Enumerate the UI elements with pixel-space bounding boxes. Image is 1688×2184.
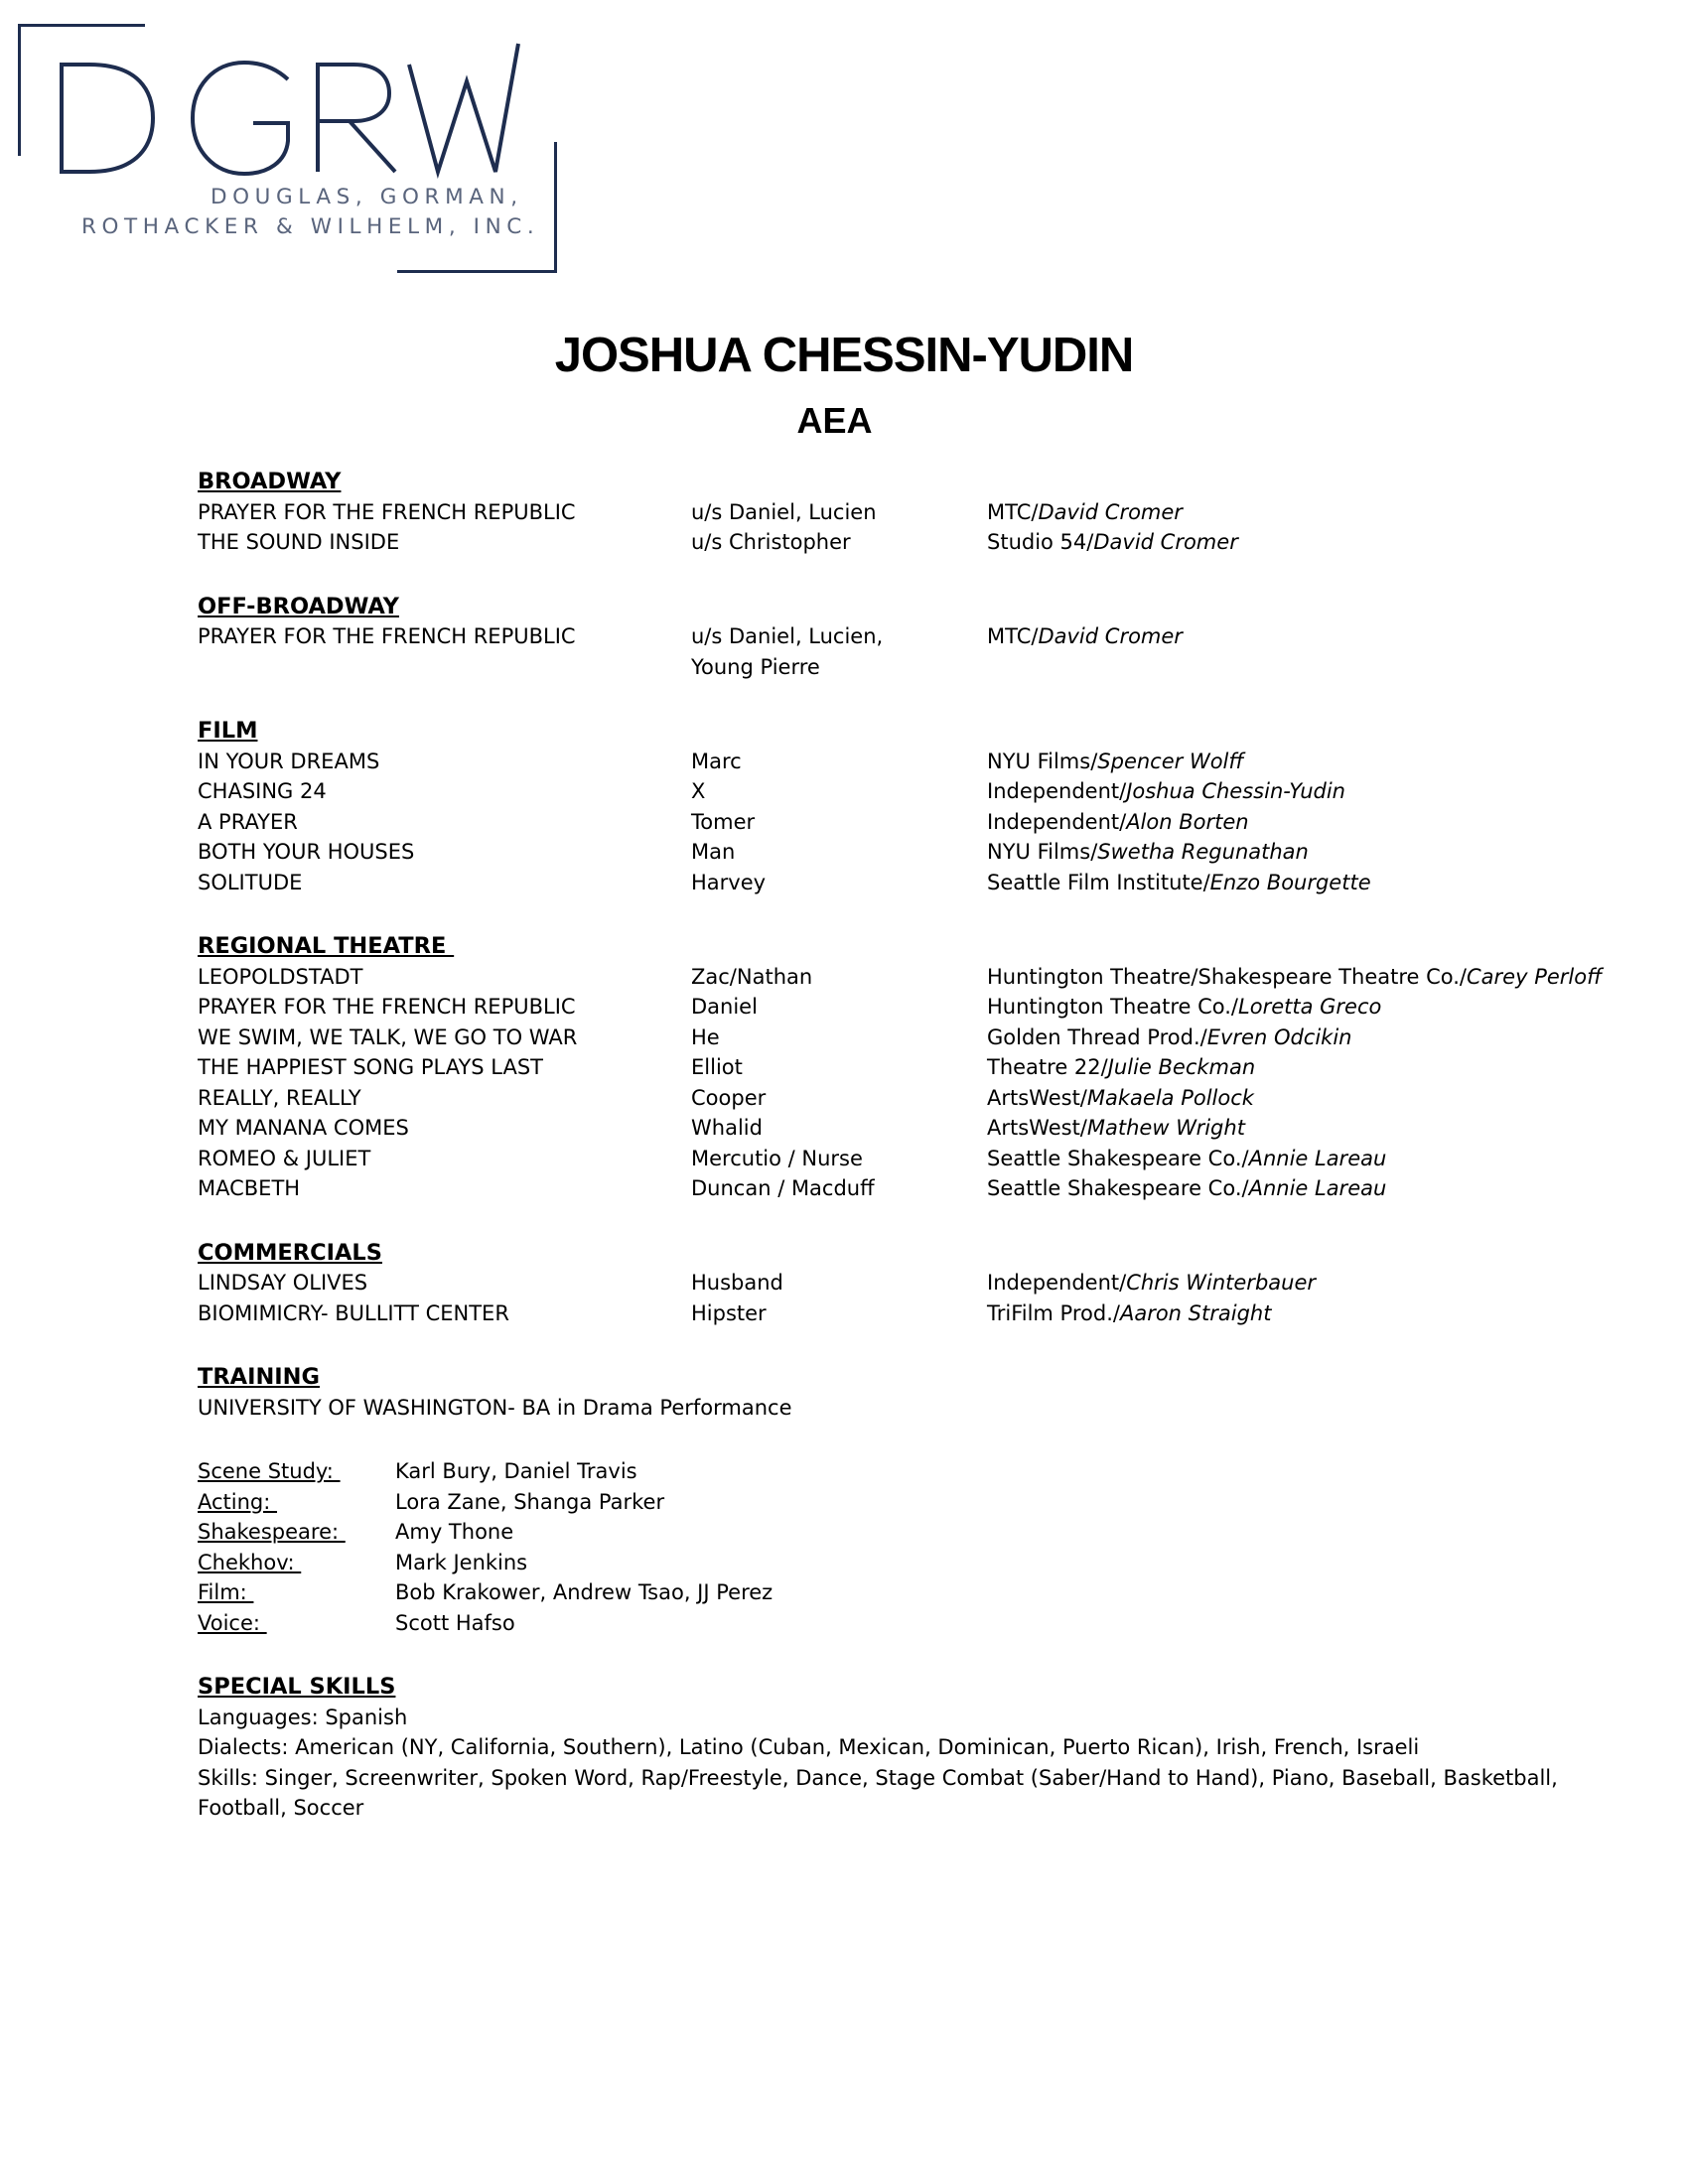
credit-title: WE SWIM, WE TALK, WE GO TO WAR bbox=[198, 1024, 578, 1049]
resume-body bbox=[198, 467, 1608, 1824]
credit-company bbox=[987, 1023, 1608, 1053]
credit-row bbox=[198, 1144, 1608, 1174]
credit-venue: NYU Films/ bbox=[987, 749, 1098, 773]
credit-role: Cooper bbox=[691, 1085, 767, 1110]
training-label: Chekhov: bbox=[198, 1550, 302, 1574]
training-label: Film: bbox=[198, 1580, 254, 1604]
credit-row bbox=[198, 1298, 1608, 1329]
credit-director: Annie Lareau bbox=[1248, 1176, 1387, 1200]
credit-role: Zac/Nathan bbox=[691, 964, 813, 989]
credit-venue: Golden Thread Prod./ bbox=[987, 1024, 1207, 1049]
credit-company bbox=[987, 992, 1608, 1023]
credit-title: MY MANANA COMES bbox=[198, 1116, 409, 1140]
credit-role: Tomer bbox=[691, 809, 756, 834]
credit-row bbox=[198, 1173, 1608, 1204]
credit-row bbox=[198, 1268, 1608, 1298]
training-row bbox=[198, 1487, 1608, 1518]
skills-languages: Languages: Spanish bbox=[198, 1705, 408, 1729]
credit-venue: Independent/ bbox=[987, 779, 1127, 803]
credit-row bbox=[198, 868, 1608, 898]
training-label: Scene Study: bbox=[198, 1459, 341, 1483]
training-list bbox=[198, 1456, 1608, 1638]
credit-title bbox=[198, 652, 691, 683]
credit-title: MACBETH bbox=[198, 1176, 301, 1200]
agency-logo bbox=[0, 0, 596, 288]
logo-line-2: ROTHACKER & WILHELM, INC. bbox=[81, 214, 540, 239]
credit-role: Mercutio / Nurse bbox=[691, 1146, 863, 1170]
credit-title: IN YOUR DREAMS bbox=[198, 749, 380, 773]
credit-row bbox=[198, 1113, 1608, 1144]
credit-title: BOTH YOUR HOUSES bbox=[198, 840, 415, 864]
credit-company bbox=[987, 776, 1608, 807]
credit-director: Loretta Greco bbox=[1238, 995, 1382, 1019]
credit-company bbox=[987, 1268, 1608, 1298]
section-heading-training: TRAINING bbox=[198, 1364, 320, 1390]
credit-company bbox=[987, 1083, 1608, 1114]
credit-director: Makaela Pollock bbox=[1086, 1085, 1254, 1110]
credit-role: Elliot bbox=[691, 1055, 743, 1079]
training-teachers: Karl Bury, Daniel Travis bbox=[395, 1459, 637, 1483]
credit-director: Swetha Regunathan bbox=[1097, 840, 1309, 864]
union-affiliation: AEA bbox=[796, 400, 873, 441]
credit-row bbox=[198, 527, 1608, 558]
credit-row bbox=[198, 1023, 1608, 1053]
credit-title: SOLITUDE bbox=[198, 870, 303, 894]
section-heading-special-skills: SPECIAL SKILLS bbox=[198, 1674, 396, 1700]
credit-venue: TriFilm Prod./ bbox=[987, 1300, 1120, 1325]
credit-row bbox=[198, 497, 1608, 528]
section-heading-off-broadway: OFF-BROADWAY bbox=[198, 593, 399, 619]
actor-name: JOSHUA CHESSIN-YUDIN bbox=[554, 329, 1134, 382]
regional-list bbox=[198, 962, 1608, 1204]
training-teachers: Scott Hafso bbox=[395, 1610, 515, 1635]
credit-venue: Seattle Shakespeare Co./ bbox=[987, 1176, 1249, 1200]
credit-company bbox=[987, 1298, 1608, 1329]
credit-role: Young Pierre bbox=[691, 654, 820, 679]
section-heading-film: FILM bbox=[198, 718, 258, 744]
training-teachers: Lora Zane, Shanga Parker bbox=[395, 1489, 665, 1514]
credit-director: Alon Borten bbox=[1126, 809, 1249, 834]
credit-director: Enzo Bourgette bbox=[1209, 870, 1371, 894]
credit-director: Joshua Chessin-Yudin bbox=[1126, 779, 1345, 803]
logo-frame-top bbox=[18, 24, 145, 27]
credit-venue: Huntington Theatre/Shakespeare Theatre Co./ bbox=[987, 964, 1467, 989]
credit-row bbox=[198, 776, 1608, 807]
credit-row bbox=[198, 807, 1608, 838]
section-heading-commercials: COMMERCIALS bbox=[198, 1239, 382, 1266]
credit-company bbox=[987, 1173, 1608, 1204]
credit-role: He bbox=[691, 1024, 720, 1049]
credit-row bbox=[198, 837, 1608, 868]
skills-dialects: Dialects: American (NY, California, Southern), Latino (Cuban, Mexican, Dominican, Puerto Rican), Irish, French, Israeli bbox=[198, 1735, 1420, 1759]
credit-venue: MTC/ bbox=[987, 624, 1039, 648]
logo-frame-right bbox=[554, 142, 557, 273]
training-label: Shakespeare: bbox=[198, 1520, 346, 1544]
credit-row bbox=[198, 992, 1608, 1023]
credit-title: BIOMIMICRY- BULLITT CENTER bbox=[198, 1300, 509, 1325]
credit-director: Aaron Straight bbox=[1119, 1300, 1272, 1325]
credit-role: Whalid bbox=[691, 1116, 763, 1140]
credit-role: Marc bbox=[691, 749, 742, 773]
credit-company bbox=[987, 807, 1608, 838]
credit-title: ROMEO & JULIET bbox=[198, 1146, 371, 1170]
broadway-list bbox=[198, 497, 1608, 558]
credit-company bbox=[987, 621, 1608, 652]
credit-role: Duncan / Macduff bbox=[691, 1176, 875, 1200]
logo-monogram bbox=[52, 30, 528, 179]
credit-venue: NYU Films/ bbox=[987, 840, 1098, 864]
logo-frame-bottom bbox=[397, 270, 557, 273]
skills-list: Skills: Singer, Screenwriter, Spoken Word, Rap/Freestyle, Dance, Stage Combat (Saber/Hand to Hand), Piano, Baseball, Basketball, Football, Soccer bbox=[198, 1765, 1558, 1820]
training-row bbox=[198, 1456, 1608, 1487]
film-list bbox=[198, 747, 1608, 898]
credit-role: Husband bbox=[691, 1271, 783, 1295]
credit-venue: MTC/ bbox=[987, 499, 1039, 524]
credit-venue: Seattle Shakespeare Co./ bbox=[987, 1146, 1249, 1170]
credit-title: THE HAPPIEST SONG PLAYS LAST bbox=[198, 1055, 543, 1079]
credit-director: David Cromer bbox=[1093, 530, 1238, 554]
credit-venue: ArtsWest/ bbox=[987, 1085, 1087, 1110]
credit-role: u/s Christopher bbox=[691, 530, 851, 554]
credit-role: Hipster bbox=[691, 1300, 767, 1325]
credit-title: PRAYER FOR THE FRENCH REPUBLIC bbox=[198, 624, 576, 648]
training-row bbox=[198, 1608, 1608, 1639]
credit-role: Harvey bbox=[691, 870, 767, 894]
credit-director: Annie Lareau bbox=[1248, 1146, 1387, 1170]
credit-company bbox=[987, 527, 1608, 558]
credit-venue: Theatre 22/ bbox=[987, 1055, 1108, 1079]
credit-role: Daniel bbox=[691, 995, 758, 1019]
section-heading-broadway: BROADWAY bbox=[198, 469, 342, 494]
training-row bbox=[198, 1548, 1608, 1578]
credit-company bbox=[987, 962, 1608, 993]
credit-title: THE SOUND INSIDE bbox=[198, 530, 400, 554]
credit-venue: Studio 54/ bbox=[987, 530, 1094, 554]
credit-company bbox=[987, 747, 1608, 777]
credit-row bbox=[198, 652, 1608, 683]
credit-title: LEOPOLDSTADT bbox=[198, 964, 363, 989]
credit-company bbox=[987, 868, 1608, 898]
credit-company bbox=[987, 1113, 1608, 1144]
section-heading-regional-theatre: REGIONAL THEATRE bbox=[198, 933, 455, 959]
credit-role: u/s Daniel, Lucien bbox=[691, 499, 877, 524]
credit-title: A PRAYER bbox=[198, 809, 298, 834]
credit-director: David Cromer bbox=[1038, 499, 1183, 524]
credit-director: Spencer Wolff bbox=[1097, 749, 1244, 773]
training-row bbox=[198, 1577, 1608, 1608]
commercials-list bbox=[198, 1268, 1608, 1328]
training-school: UNIVERSITY OF WASHINGTON- BA in Drama Performance bbox=[198, 1395, 792, 1420]
credit-director: Mathew Wright bbox=[1086, 1116, 1245, 1140]
credit-row bbox=[198, 747, 1608, 777]
credit-role: u/s Daniel, Lucien, bbox=[691, 624, 884, 648]
credit-venue: ArtsWest/ bbox=[987, 1116, 1087, 1140]
logo-frame-left bbox=[18, 24, 21, 156]
credit-role: X bbox=[691, 779, 706, 803]
credit-row bbox=[198, 1052, 1608, 1083]
credit-title: PRAYER FOR THE FRENCH REPUBLIC bbox=[198, 499, 576, 524]
credit-venue: Independent/ bbox=[987, 809, 1127, 834]
credit-title: LINDSAY OLIVES bbox=[198, 1271, 368, 1295]
credit-director: Evren Odcikin bbox=[1206, 1024, 1352, 1049]
credit-company bbox=[987, 837, 1608, 868]
credit-row bbox=[198, 1083, 1608, 1114]
credit-director: David Cromer bbox=[1038, 624, 1183, 648]
training-label: Acting: bbox=[198, 1489, 278, 1514]
training-row bbox=[198, 1517, 1608, 1548]
credit-director: Julie Beckman bbox=[1107, 1055, 1256, 1079]
credit-director: Carey Perloff bbox=[1467, 964, 1603, 989]
credit-row bbox=[198, 962, 1608, 993]
credit-title: CHASING 24 bbox=[198, 779, 327, 803]
logo-line-1: DOUGLAS, GORMAN, bbox=[211, 185, 523, 209]
credit-venue: Independent/ bbox=[987, 1271, 1127, 1295]
credit-title: PRAYER FOR THE FRENCH REPUBLIC bbox=[198, 995, 576, 1019]
credit-company bbox=[987, 1052, 1608, 1083]
credit-company bbox=[987, 1144, 1608, 1174]
credit-company bbox=[987, 497, 1608, 528]
credit-role: Man bbox=[691, 840, 736, 864]
credit-venue: Huntington Theatre Co./ bbox=[987, 995, 1239, 1019]
training-teachers: Mark Jenkins bbox=[395, 1550, 528, 1574]
off-broadway-list bbox=[198, 621, 1608, 682]
credit-company bbox=[987, 652, 1608, 683]
training-teachers: Bob Krakower, Andrew Tsao, JJ Perez bbox=[395, 1580, 774, 1604]
credit-venue: Seattle Film Institute/ bbox=[987, 870, 1210, 894]
credit-title: REALLY, REALLY bbox=[198, 1085, 361, 1110]
credit-row bbox=[198, 621, 1608, 652]
training-teachers: Amy Thone bbox=[395, 1520, 514, 1544]
credit-director: Chris Winterbauer bbox=[1126, 1271, 1317, 1295]
training-label: Voice: bbox=[198, 1610, 267, 1635]
